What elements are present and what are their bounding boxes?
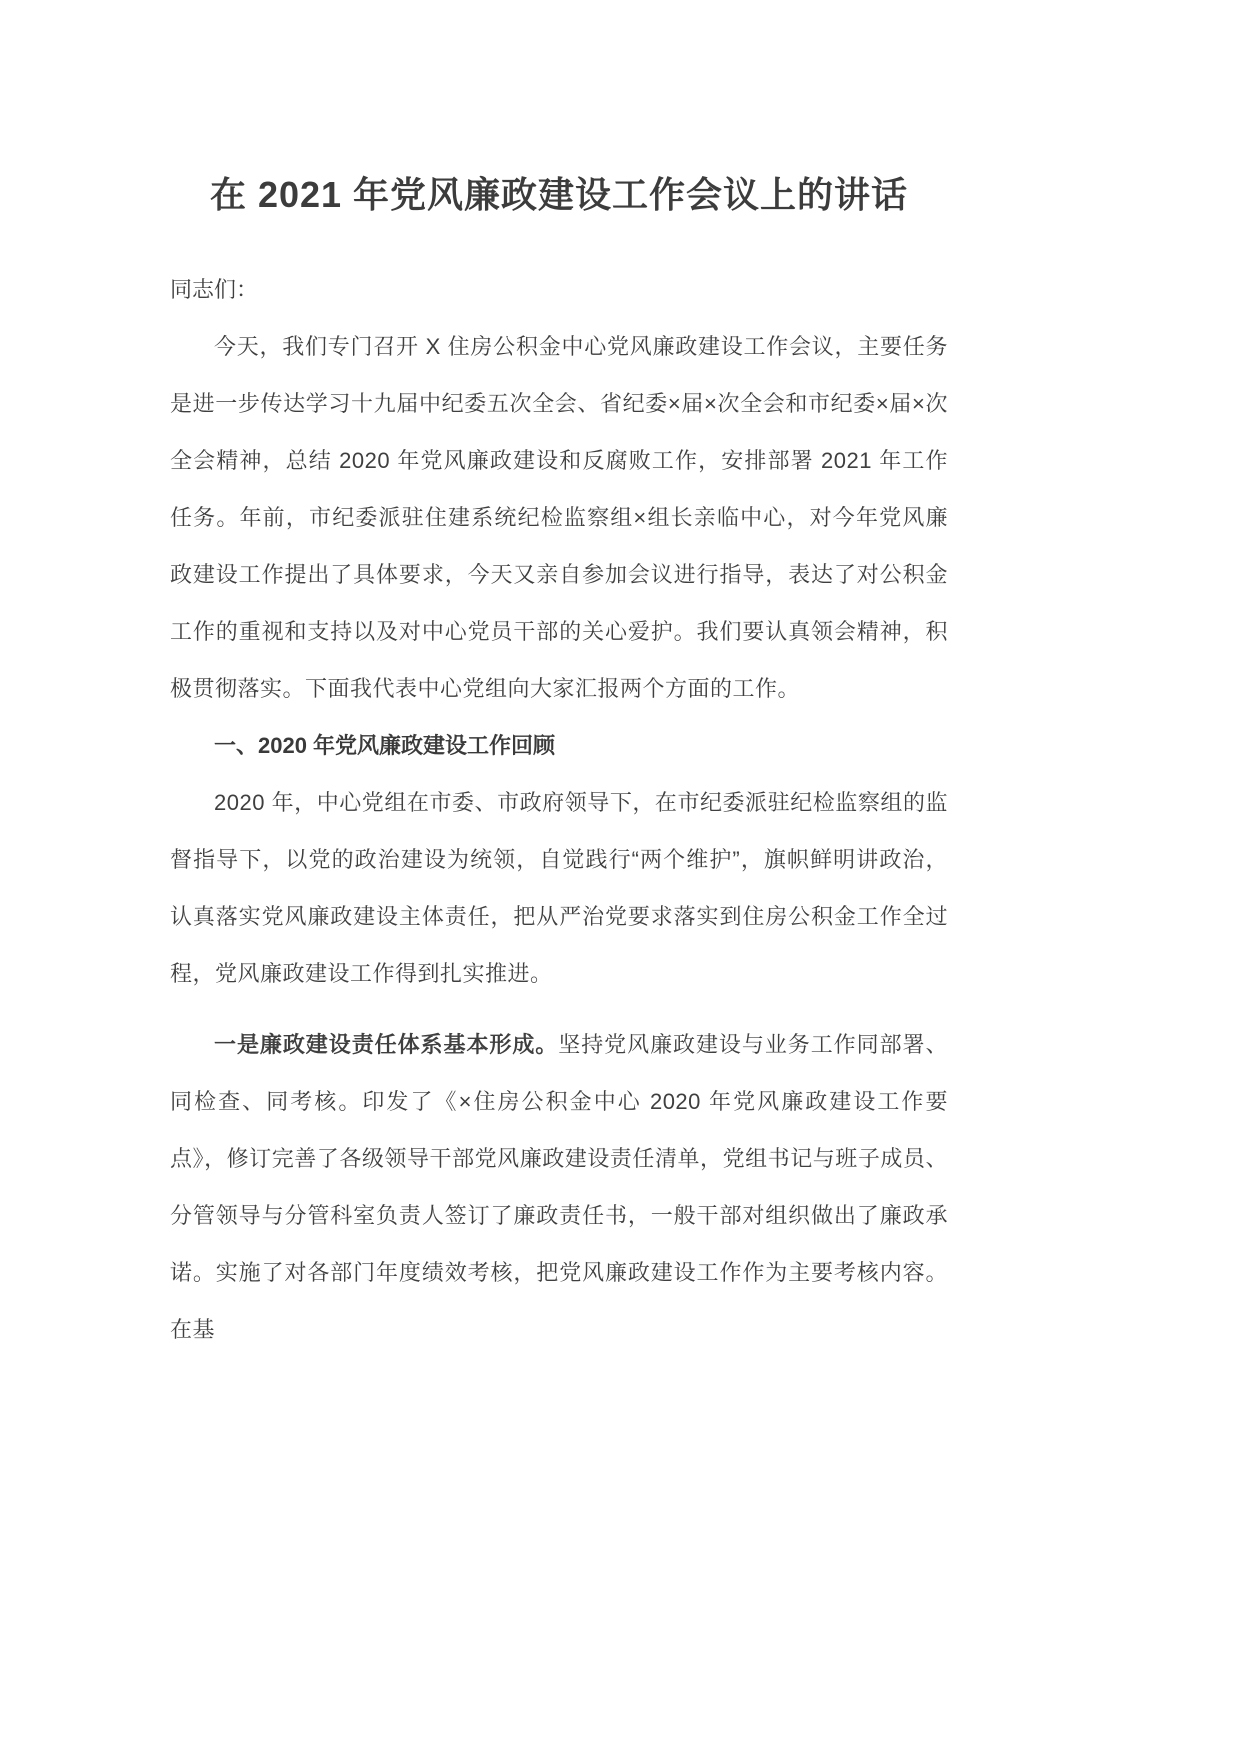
- salutation: 同志们：: [170, 277, 259, 302]
- document-title: 在 2021 年党风廉政建设工作会议上的讲话: [209, 174, 909, 215]
- paragraph-intro: 今天，我们专门召开 X 住房公积金中心党风廉政建设工作会议，主要任务是进一步传达学习十九届中纪委五次全会、省纪委×届×次全会和市纪委×届×次全会精神，总结 2020 年党风廉政建设和反腐败工作，安排部署 2021 年工作任务。年前，市纪委派驻住建系统纪检监察组×组长亲临中心，对今年党风廉政建设工作提出了具体要求，今天又亲自参加会议进行指导，表达了对公积金工作的重视和支持以及对中心党员干部的关心爱护。我们要认真领会精神，积极贯彻落实。下面我代表中心党组向大家汇报两个方面的工作。: [170, 334, 948, 701]
- paragraph-review: 2020 年，中心党组在市委、市政府领导下，在市纪委派驻纪检监察组的监督指导下，以党的政治建设为统领，自觉践行“两个维护”，旗帜鲜明讲政治，认真落实党风廉政建设主体责任，把从严治党要求落实到住房公积金工作全过程，党风廉政建设工作得到扎实推进。: [170, 790, 948, 986]
- section-heading-1: 一、2020 年党风廉政建设工作回顾: [214, 733, 556, 758]
- paragraph-point-1: [170, 1016, 948, 1358]
- paragraph-bold-lead: 一是廉政建设责任体系基本形成。: [214, 1032, 559, 1057]
- paragraph-body-text: 坚持党风廉政建设与业务工作同部署、同检查、同考核。印发了《×住房公积金中心 2020 年党风廉政建设工作要点》，修订完善了各级领导干部党风廉政建设责任清单，党组书记与班子成员、分管领导与分管科室负责人签订了廉政责任书，一般干部对组织做出了廉政承诺。实施了对各部门年度绩效考核，把党风廉政建设工作作为主要考核内容。在基: [170, 1032, 948, 1342]
